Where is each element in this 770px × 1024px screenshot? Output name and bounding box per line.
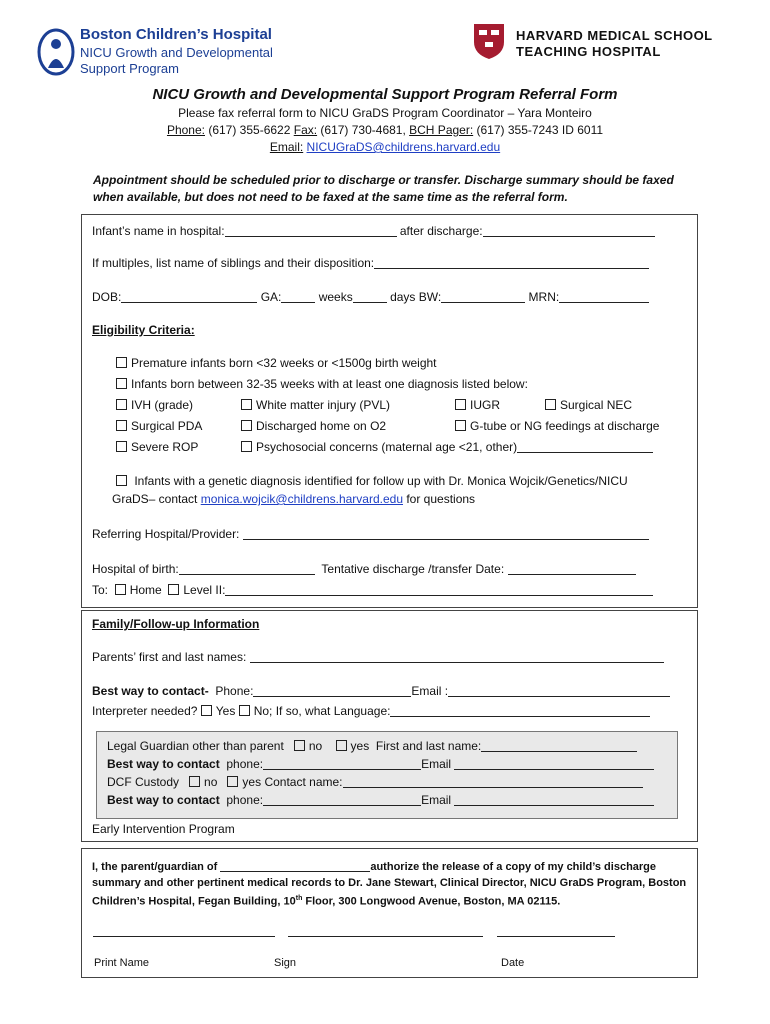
- pda-option[interactable]: [116, 419, 202, 433]
- o2-label: Discharged home on O2: [256, 419, 387, 433]
- parents-label: Parents’ first and last names:: [92, 650, 247, 664]
- guardian-no-label: no: [308, 739, 323, 753]
- contact-line: [0, 123, 770, 137]
- nec-checkbox[interactable]: [545, 399, 556, 410]
- date-line[interactable]: [497, 936, 615, 937]
- guardian-row: [107, 739, 637, 753]
- guardian-no-checkbox[interactable]: [294, 740, 305, 751]
- between-option[interactable]: [116, 377, 528, 391]
- tentative-field[interactable]: [508, 562, 636, 575]
- psycho-checkbox[interactable]: [241, 441, 252, 452]
- mrn-field[interactable]: [559, 290, 649, 303]
- birth-row: [92, 562, 636, 576]
- contact-row: [92, 684, 670, 698]
- rop-label: Severe ROP: [131, 440, 199, 454]
- between-label: Infants born between 32-35 weeks with at least one diagnosis listed below:: [131, 377, 528, 391]
- ga-weeks-field[interactable]: [281, 290, 315, 303]
- guardian-contact-row: [107, 757, 654, 771]
- home-label: Home: [129, 583, 162, 597]
- nec-option[interactable]: [545, 398, 632, 412]
- dcf-best-way-label: Best way to contact: [107, 793, 220, 807]
- tentative-label: Tentative discharge /transfer Date:: [321, 562, 505, 576]
- intro-line: Please fax referral form to NICU GraDS Program Coordinator – Yara Monteiro: [178, 106, 592, 120]
- guardian-phone-label: phone:: [226, 757, 264, 771]
- pda-label: Surgical PDA: [131, 419, 203, 433]
- referring-row: [92, 527, 649, 541]
- consent-sup: th: [295, 895, 303, 902]
- dcf-yes-label: yes: [242, 775, 262, 789]
- infant-name-field[interactable]: [225, 224, 397, 237]
- interpreter-yes-label: Yes: [215, 704, 236, 718]
- dcf-no-label: no: [204, 775, 218, 789]
- dcf-no-checkbox[interactable]: [189, 776, 200, 787]
- hms-teaching: TEACHING HOSPITAL: [516, 44, 661, 59]
- referring-label: Referring Hospital/Provider:: [92, 527, 240, 541]
- hms-logo: [472, 22, 713, 62]
- genetic-option[interactable]: [116, 474, 628, 488]
- notice-line2: when available, but does not need to be faxed at the same time as the referral form.: [93, 190, 568, 204]
- weeks-label: weeks: [318, 290, 353, 304]
- genetic-checkbox[interactable]: [116, 475, 127, 486]
- dcf-email-field[interactable]: [454, 793, 654, 806]
- dcf-row: [107, 775, 643, 789]
- guardian-yes-label: yes: [350, 739, 370, 753]
- fax-label: Fax:: [293, 123, 318, 137]
- between-checkbox[interactable]: [116, 378, 127, 389]
- dob-field[interactable]: [121, 290, 257, 303]
- level-label: Level II:: [183, 583, 226, 597]
- email-line: [0, 140, 770, 154]
- fax-value: (617) 730-4681,: [317, 123, 410, 137]
- nec-label: Surgical NEC: [560, 398, 633, 412]
- wmi-option[interactable]: [241, 398, 390, 412]
- date-label: Date: [501, 957, 525, 969]
- ivh-checkbox[interactable]: [116, 399, 127, 410]
- bch-program-line2: Support Program: [80, 61, 179, 76]
- to-label: To:: [92, 583, 109, 597]
- infant-name-label: Infant’s name in hospital:: [92, 224, 225, 238]
- to-row: [92, 583, 653, 597]
- ga-label: GA:: [260, 290, 282, 304]
- family-heading: Family/Follow-up Information: [92, 617, 260, 631]
- home-checkbox[interactable]: [115, 584, 126, 595]
- consent-intro: I, the parent/guardian of: [92, 861, 221, 873]
- notice-line1: Appointment should be scheduled prior to discharge or transfer. Discharge summary should be faxed: [93, 173, 674, 187]
- guardian-email-label: Email: [421, 757, 452, 771]
- parents-row: [92, 650, 664, 664]
- interpreter-label: Interpreter needed?: [92, 704, 198, 718]
- dcf-phone-field[interactable]: [263, 793, 421, 806]
- bch-emblem-icon: [36, 26, 76, 78]
- genetic-email-link[interactable]: monica.wojcik@childrens.harvard.edu: [200, 492, 403, 506]
- pager-value: (617) 355-7243 ID 6011: [473, 123, 604, 137]
- print-name-line[interactable]: [93, 936, 275, 937]
- form-title: NICU Growth and Developmental Support Program Referral Form: [152, 86, 618, 103]
- dcf-label: DCF Custody: [107, 775, 180, 789]
- wmi-checkbox[interactable]: [241, 399, 252, 410]
- guardian-label: Legal Guardian other than parent: [107, 739, 284, 753]
- consent-address-b: Floor, 300 Longwood Avenue, Boston, MA 02115.: [302, 895, 561, 908]
- gtube-checkbox[interactable]: [455, 420, 466, 431]
- print-name-label: Print Name: [94, 957, 150, 969]
- guardian-name-field[interactable]: [481, 739, 637, 752]
- psycho-label: Psychosocial concerns (maternal age <21, other): [256, 440, 518, 454]
- eligibility-heading: Eligibility Criteria:: [92, 323, 195, 337]
- level-checkbox[interactable]: [168, 584, 179, 595]
- interpreter-row: [92, 704, 650, 718]
- rop-option[interactable]: [116, 440, 198, 454]
- interpreter-no-checkbox[interactable]: [239, 705, 250, 716]
- dcf-contact-field[interactable]: [343, 775, 643, 788]
- consent-line2: summary and other pertinent medical records to Dr. Jane Stewart, Clinical Director, NICU GraDS Program, Boston: [92, 877, 687, 889]
- gtube-label: G-tube or NG feedings at discharge: [470, 419, 660, 433]
- pager-label: BCH Pager:: [409, 123, 474, 137]
- iugr-label: IUGR: [470, 398, 500, 412]
- referring-field[interactable]: [243, 527, 649, 540]
- family-email-label: Email :: [411, 684, 449, 698]
- consent-authorize: authorize the release of a copy of my child’s discharge: [370, 861, 657, 873]
- ivh-option[interactable]: [116, 398, 193, 412]
- pda-checkbox[interactable]: [116, 420, 127, 431]
- dob-label: DOB:: [92, 290, 122, 304]
- multiples-row: [92, 256, 649, 270]
- guardian-phone-field[interactable]: [263, 757, 421, 770]
- rop-checkbox[interactable]: [116, 441, 127, 452]
- iugr-checkbox[interactable]: [455, 399, 466, 410]
- genetic-label: Infants with a genetic diagnosis identified for follow up with Dr. Monica Wojcik/Genetics/NICU: [134, 474, 628, 488]
- family-phone-field[interactable]: [253, 684, 411, 697]
- psycho-field[interactable]: [517, 440, 653, 453]
- guardian-name-label: First and last name:: [375, 739, 482, 753]
- gtube-option[interactable]: [455, 419, 659, 433]
- parents-field[interactable]: [250, 650, 664, 663]
- interpreter-yes-checkbox[interactable]: [201, 705, 212, 716]
- genetic-contact-label: GraDS– contact: [112, 492, 201, 506]
- multiples-field[interactable]: [374, 256, 649, 269]
- o2-option[interactable]: [241, 419, 386, 433]
- birth-field[interactable]: [179, 562, 315, 575]
- phone-value: (617) 355-6622: [205, 123, 294, 137]
- bch-program-line1: NICU Growth and Developmental: [80, 45, 273, 60]
- multiples-label: If multiples, list name of siblings and their disposition:: [92, 256, 375, 270]
- language-field[interactable]: [390, 704, 650, 717]
- days-bw-label: days BW:: [390, 290, 442, 304]
- premature-label: Premature infants born <32 weeks or <1500g birth weight: [131, 356, 437, 370]
- consent-line1: [92, 859, 656, 873]
- ga-days-field[interactable]: [353, 290, 387, 303]
- after-discharge-label: after discharge:: [399, 224, 483, 238]
- guardian-email-field[interactable]: [454, 757, 654, 770]
- birth-label: Hospital of birth:: [92, 562, 179, 576]
- dcf-contact-row: [107, 793, 654, 807]
- psycho-option[interactable]: [241, 440, 653, 454]
- genetic-line2: [112, 492, 475, 506]
- bch-name: Boston Children’s Hospital: [80, 26, 272, 43]
- premature-option[interactable]: [116, 356, 437, 370]
- premature-checkbox[interactable]: [116, 357, 127, 368]
- email-label: Email:: [269, 140, 304, 154]
- level-field[interactable]: [225, 583, 653, 596]
- harvard-shield-icon: [472, 22, 506, 60]
- consent-address-a: Children’s Hospital, Fegan Building, 10: [92, 895, 296, 908]
- hms-name: HARVARD MEDICAL SCHOOL: [516, 28, 713, 43]
- child-name-field[interactable]: [220, 859, 370, 872]
- o2-checkbox[interactable]: [241, 420, 252, 431]
- sign-line[interactable]: [288, 936, 483, 937]
- ivh-label: IVH (grade): [131, 398, 194, 412]
- dob-row: [92, 290, 649, 304]
- genetic-questions-label: for questions: [403, 492, 476, 506]
- after-discharge-field[interactable]: [483, 224, 655, 237]
- dcf-email-label: Email: [421, 793, 452, 807]
- phone-label: Phone:: [166, 123, 205, 137]
- consent-line3: [92, 895, 560, 908]
- iugr-option[interactable]: [455, 398, 500, 412]
- guardian-yes-checkbox[interactable]: [336, 740, 347, 751]
- sign-label: Sign: [274, 957, 297, 969]
- dcf-yes-checkbox[interactable]: [227, 776, 238, 787]
- guardian-best-way-label: Best way to contact: [107, 757, 220, 771]
- early-intervention-label: Early Intervention Program: [92, 822, 235, 836]
- bch-logo: [36, 26, 286, 78]
- interpreter-no-label: No; If so, what Language:: [253, 704, 391, 718]
- family-phone-label: Phone:: [215, 684, 254, 698]
- coordinator-email-link[interactable]: NICUGraDS@childrens.harvard.edu: [306, 140, 501, 154]
- bw-field[interactable]: [441, 290, 525, 303]
- infant-name-row: [92, 224, 655, 238]
- best-way-label: Best way to contact-: [92, 684, 209, 698]
- family-email-field[interactable]: [448, 684, 670, 697]
- mrn-label: MRN:: [528, 290, 560, 304]
- dcf-contact-label: Contact name:: [264, 775, 343, 789]
- dcf-phone-label: phone:: [226, 793, 264, 807]
- wmi-label: White matter injury (PVL): [256, 398, 391, 412]
